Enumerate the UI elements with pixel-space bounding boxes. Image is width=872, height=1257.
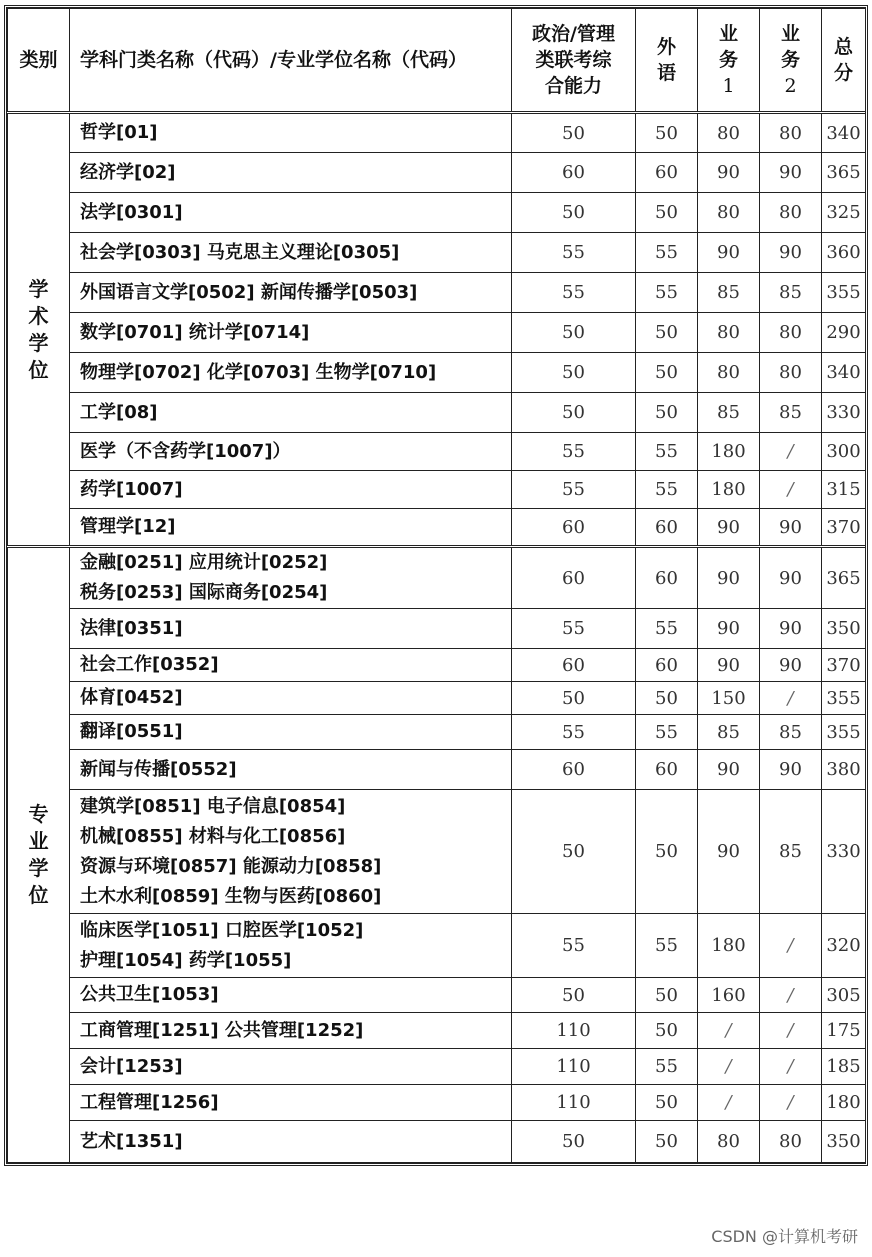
score-s1: 80: [698, 313, 760, 353]
category-char: 学: [28, 330, 49, 355]
score-total: 370: [822, 509, 866, 547]
score-s2: 80: [760, 313, 822, 353]
score-total: 355: [822, 715, 866, 750]
subject-name-line: 工程管理[1256]: [80, 1091, 219, 1113]
subject-name-cell: [70, 750, 512, 790]
score-politics: 50: [512, 393, 636, 433]
subject-name-line: 物理学[0702] 化学[0703] 生物学[0710]: [80, 361, 437, 383]
score-total: 185: [822, 1049, 866, 1085]
table-row: [8, 471, 866, 509]
score-s2: /: [760, 682, 822, 715]
score-foreign: 55: [636, 233, 698, 273]
subject-name-line: 社会学[0303] 马克思主义理论[0305]: [80, 241, 400, 263]
score-foreign: 50: [636, 1121, 698, 1163]
header-politics: [512, 9, 636, 113]
subject-name-line: 临床医学[1051] 口腔医学[1052]: [80, 919, 364, 941]
header-name: 学科门类名称（代码）/专业学位名称（代码）: [70, 9, 512, 113]
score-s2: 85: [760, 393, 822, 433]
score-s2: /: [760, 1013, 822, 1049]
score-s2: 85: [760, 715, 822, 750]
category-char: 学: [28, 276, 49, 301]
subject-name-line: 公共卫生[1053]: [80, 984, 219, 1005]
score-s1: 80: [698, 353, 760, 393]
table-row: [8, 1085, 866, 1121]
score-foreign: 55: [636, 471, 698, 509]
score-foreign: 60: [636, 153, 698, 193]
score-foreign: 55: [636, 715, 698, 750]
subject-name-line: 数学[0701] 统计学[0714]: [80, 321, 310, 343]
score-total: 350: [822, 609, 866, 649]
score-foreign: 60: [636, 547, 698, 609]
header-subject2: [760, 9, 822, 113]
subject-name-line: 哲学[01]: [80, 122, 158, 143]
score-s1: /: [698, 1013, 760, 1049]
subject-name-cell: [70, 1121, 512, 1163]
header-total: [822, 9, 866, 113]
score-foreign: 50: [636, 682, 698, 715]
score-s2: 80: [760, 113, 822, 153]
header-politics-line: 政治/管理: [532, 23, 615, 45]
table-row: [8, 393, 866, 433]
category-char: 学: [28, 856, 49, 880]
subject-name-cell: [70, 1049, 512, 1085]
score-s1: 85: [698, 273, 760, 313]
table-row: [8, 790, 866, 914]
subject-name-cell: [70, 233, 512, 273]
score-total: 300: [822, 433, 866, 471]
category-char: 业: [28, 829, 49, 853]
score-politics: 50: [512, 1121, 636, 1163]
score-foreign: 50: [636, 313, 698, 353]
category-cell-academic: [8, 113, 70, 547]
subject-name-cell: [70, 547, 512, 609]
score-total: 330: [822, 790, 866, 914]
subject-name-line: 法律[0351]: [80, 617, 183, 639]
score-politics: 50: [512, 313, 636, 353]
table-row: [8, 978, 866, 1013]
table-row: [8, 547, 866, 609]
table-row: [8, 233, 866, 273]
header-subject2-line: 2: [784, 75, 797, 97]
table-row: [8, 914, 866, 978]
subject-name-cell: [70, 715, 512, 750]
subject-name-line: 土木水利[0859] 生物与医药[0860]: [80, 885, 382, 907]
score-total: 320: [822, 914, 866, 978]
score-s2: 90: [760, 547, 822, 609]
score-s1: 80: [698, 1121, 760, 1163]
score-total: 175: [822, 1013, 866, 1049]
score-s1: /: [698, 1085, 760, 1121]
category-char: 专: [28, 802, 49, 826]
score-total: 315: [822, 471, 866, 509]
table-body: [8, 113, 866, 1163]
score-foreign: 55: [636, 914, 698, 978]
score-foreign: 50: [636, 193, 698, 233]
score-s2: 85: [760, 790, 822, 914]
score-politics: 50: [512, 790, 636, 914]
score-foreign: 50: [636, 113, 698, 153]
score-s1: 150: [698, 682, 760, 715]
header-subject2-line: 业: [780, 23, 800, 45]
subject-name-line: 工商管理[1251] 公共管理[1252]: [80, 1019, 364, 1041]
score-foreign: 55: [636, 1049, 698, 1085]
subject-name-line: 法学[0301]: [80, 201, 183, 223]
subject-name-line: 管理学[12]: [80, 516, 176, 537]
score-s2: 90: [760, 609, 822, 649]
score-s2: 80: [760, 193, 822, 233]
score-s2: 90: [760, 233, 822, 273]
table-row: [8, 715, 866, 750]
subject-name-line: 机械[0855] 材料与化工[0856]: [80, 825, 346, 847]
score-foreign: 50: [636, 1013, 698, 1049]
subject-name-line: 税务[0253] 国际商务[0254]: [80, 582, 328, 603]
score-total: 325: [822, 193, 866, 233]
score-politics: 50: [512, 682, 636, 715]
table-row: [8, 353, 866, 393]
score-s1: 160: [698, 978, 760, 1013]
score-foreign: 55: [636, 609, 698, 649]
header-subject1-line: 业: [718, 23, 738, 45]
score-table: [7, 8, 866, 1163]
score-s1: 85: [698, 715, 760, 750]
header-foreign-line: 语: [656, 62, 676, 84]
score-politics: 110: [512, 1085, 636, 1121]
score-s2: 90: [760, 153, 822, 193]
score-s2: 90: [760, 649, 822, 682]
subject-name-line: 外国语言文学[0502] 新闻传播学[0503]: [80, 281, 418, 303]
score-table-frame: [4, 5, 868, 1166]
header-total-line: 总: [833, 36, 853, 58]
subject-name-line: 体育[0452]: [80, 687, 183, 708]
score-s2: /: [760, 1085, 822, 1121]
score-total: 330: [822, 393, 866, 433]
score-s1: 90: [698, 609, 760, 649]
score-foreign: 50: [636, 393, 698, 433]
score-foreign: 60: [636, 649, 698, 682]
table-row: [8, 433, 866, 471]
category-char: 术: [28, 303, 49, 328]
table-row: [8, 1013, 866, 1049]
header-subject1: [698, 9, 760, 113]
score-politics: 55: [512, 433, 636, 471]
score-politics: 50: [512, 193, 636, 233]
score-politics: 55: [512, 914, 636, 978]
score-total: 360: [822, 233, 866, 273]
subject-name-cell: [70, 313, 512, 353]
score-foreign: 50: [636, 978, 698, 1013]
subject-name-cell: [70, 1085, 512, 1121]
subject-name-line: 医学（不含药学[1007]）: [80, 440, 291, 462]
score-politics: 60: [512, 649, 636, 682]
table-row: [8, 313, 866, 353]
score-total: 350: [822, 1121, 866, 1163]
subject-name-cell: [70, 113, 512, 153]
score-total: 355: [822, 682, 866, 715]
subject-name-cell: [70, 471, 512, 509]
score-politics: 55: [512, 609, 636, 649]
subject-name-cell: [70, 193, 512, 233]
subject-name-cell: [70, 353, 512, 393]
subject-name-line: 新闻与传播[0552]: [80, 758, 237, 780]
score-politics: 50: [512, 113, 636, 153]
table-row: [8, 113, 866, 153]
score-s1: 80: [698, 193, 760, 233]
score-total: 365: [822, 547, 866, 609]
subject-name-cell: [70, 273, 512, 313]
score-politics: 50: [512, 353, 636, 393]
table-row: [8, 750, 866, 790]
subject-name-cell: [70, 393, 512, 433]
score-s2: 80: [760, 353, 822, 393]
subject-name-cell: [70, 153, 512, 193]
score-total: 370: [822, 649, 866, 682]
score-s1: 90: [698, 649, 760, 682]
subject-name-line: 药学[1007]: [80, 478, 183, 500]
table-row: [8, 273, 866, 313]
table-row: [8, 649, 866, 682]
score-politics: 55: [512, 233, 636, 273]
score-s1: 80: [698, 113, 760, 153]
score-politics: 55: [512, 471, 636, 509]
score-foreign: 50: [636, 790, 698, 914]
header-politics-line: 合能力: [544, 75, 602, 97]
table-row: [8, 193, 866, 233]
score-foreign: 55: [636, 273, 698, 313]
header-subject1-line: 务: [718, 49, 738, 71]
score-politics: 110: [512, 1013, 636, 1049]
score-s2: /: [760, 914, 822, 978]
category-cell-professional: [8, 547, 70, 1163]
subject-name-cell: [70, 914, 512, 978]
score-politics: 55: [512, 273, 636, 313]
header-subject1-line: 1: [722, 75, 735, 97]
table-row: [8, 609, 866, 649]
category-char: 位: [28, 357, 49, 382]
subject-name-line: 艺术[1351]: [80, 1130, 183, 1152]
score-total: 180: [822, 1085, 866, 1121]
subject-name-line: 护理[1054] 药学[1055]: [80, 949, 292, 971]
subject-name-cell: [70, 649, 512, 682]
score-s1: 90: [698, 547, 760, 609]
score-politics: 60: [512, 509, 636, 547]
score-s2: 85: [760, 273, 822, 313]
table-row: [8, 1049, 866, 1085]
score-s1: 90: [698, 509, 760, 547]
score-s1: 180: [698, 433, 760, 471]
header-foreign: [636, 9, 698, 113]
subject-name-line: 工学[08]: [80, 401, 158, 423]
header-foreign-line: 外: [656, 36, 676, 58]
score-foreign: 50: [636, 1085, 698, 1121]
subject-name-line: 经济学[02]: [80, 161, 176, 183]
subject-name-cell: [70, 609, 512, 649]
subject-name-cell: [70, 790, 512, 914]
subject-name-cell: [70, 682, 512, 715]
score-total: 340: [822, 113, 866, 153]
table-row: [8, 509, 866, 547]
score-total: 305: [822, 978, 866, 1013]
header-row: [8, 9, 866, 113]
score-s1: 90: [698, 750, 760, 790]
score-s1: 90: [698, 790, 760, 914]
subject-name-cell: [70, 978, 512, 1013]
subject-name-cell: [70, 433, 512, 471]
score-foreign: 50: [636, 353, 698, 393]
score-total: 380: [822, 750, 866, 790]
category-char: 位: [28, 883, 49, 907]
score-total: 355: [822, 273, 866, 313]
score-foreign: 55: [636, 433, 698, 471]
score-total: 340: [822, 353, 866, 393]
score-s1: 85: [698, 393, 760, 433]
score-s1: /: [698, 1049, 760, 1085]
score-politics: 55: [512, 715, 636, 750]
score-foreign: 60: [636, 509, 698, 547]
score-foreign: 60: [636, 750, 698, 790]
score-s2: 80: [760, 1121, 822, 1163]
score-s1: 90: [698, 233, 760, 273]
header-category: 类别: [8, 9, 70, 113]
score-s2: /: [760, 978, 822, 1013]
table-row: [8, 153, 866, 193]
subject-name-line: 金融[0251] 应用统计[0252]: [80, 552, 328, 573]
header-politics-line: 类联考综: [535, 49, 612, 71]
table-row: [8, 682, 866, 715]
score-total: 290: [822, 313, 866, 353]
score-s1: 90: [698, 153, 760, 193]
score-politics: 60: [512, 547, 636, 609]
score-politics: 60: [512, 750, 636, 790]
header-subject2-line: 务: [780, 49, 800, 71]
table-row: [8, 1121, 866, 1163]
score-s2: 90: [760, 750, 822, 790]
subject-name-cell: [70, 1013, 512, 1049]
score-s2: /: [760, 1049, 822, 1085]
subject-name-line: 资源与环境[0857] 能源动力[0858]: [80, 855, 382, 877]
score-s1: 180: [698, 471, 760, 509]
score-s2: /: [760, 433, 822, 471]
header-total-line: 分: [833, 62, 853, 84]
score-politics: 110: [512, 1049, 636, 1085]
subject-name-line: 社会工作[0352]: [80, 654, 219, 675]
subject-name-cell: [70, 509, 512, 547]
score-politics: 50: [512, 978, 636, 1013]
subject-name-line: 建筑学[0851] 电子信息[0854]: [80, 795, 346, 817]
watermark: CSDN @计算机考研: [711, 1227, 858, 1246]
subject-name-line: 翻译[0551]: [80, 721, 183, 742]
score-s2: /: [760, 471, 822, 509]
score-politics: 60: [512, 153, 636, 193]
subject-name-line: 会计[1253]: [80, 1055, 183, 1077]
score-s2: 90: [760, 509, 822, 547]
score-total: 365: [822, 153, 866, 193]
score-s1: 180: [698, 914, 760, 978]
